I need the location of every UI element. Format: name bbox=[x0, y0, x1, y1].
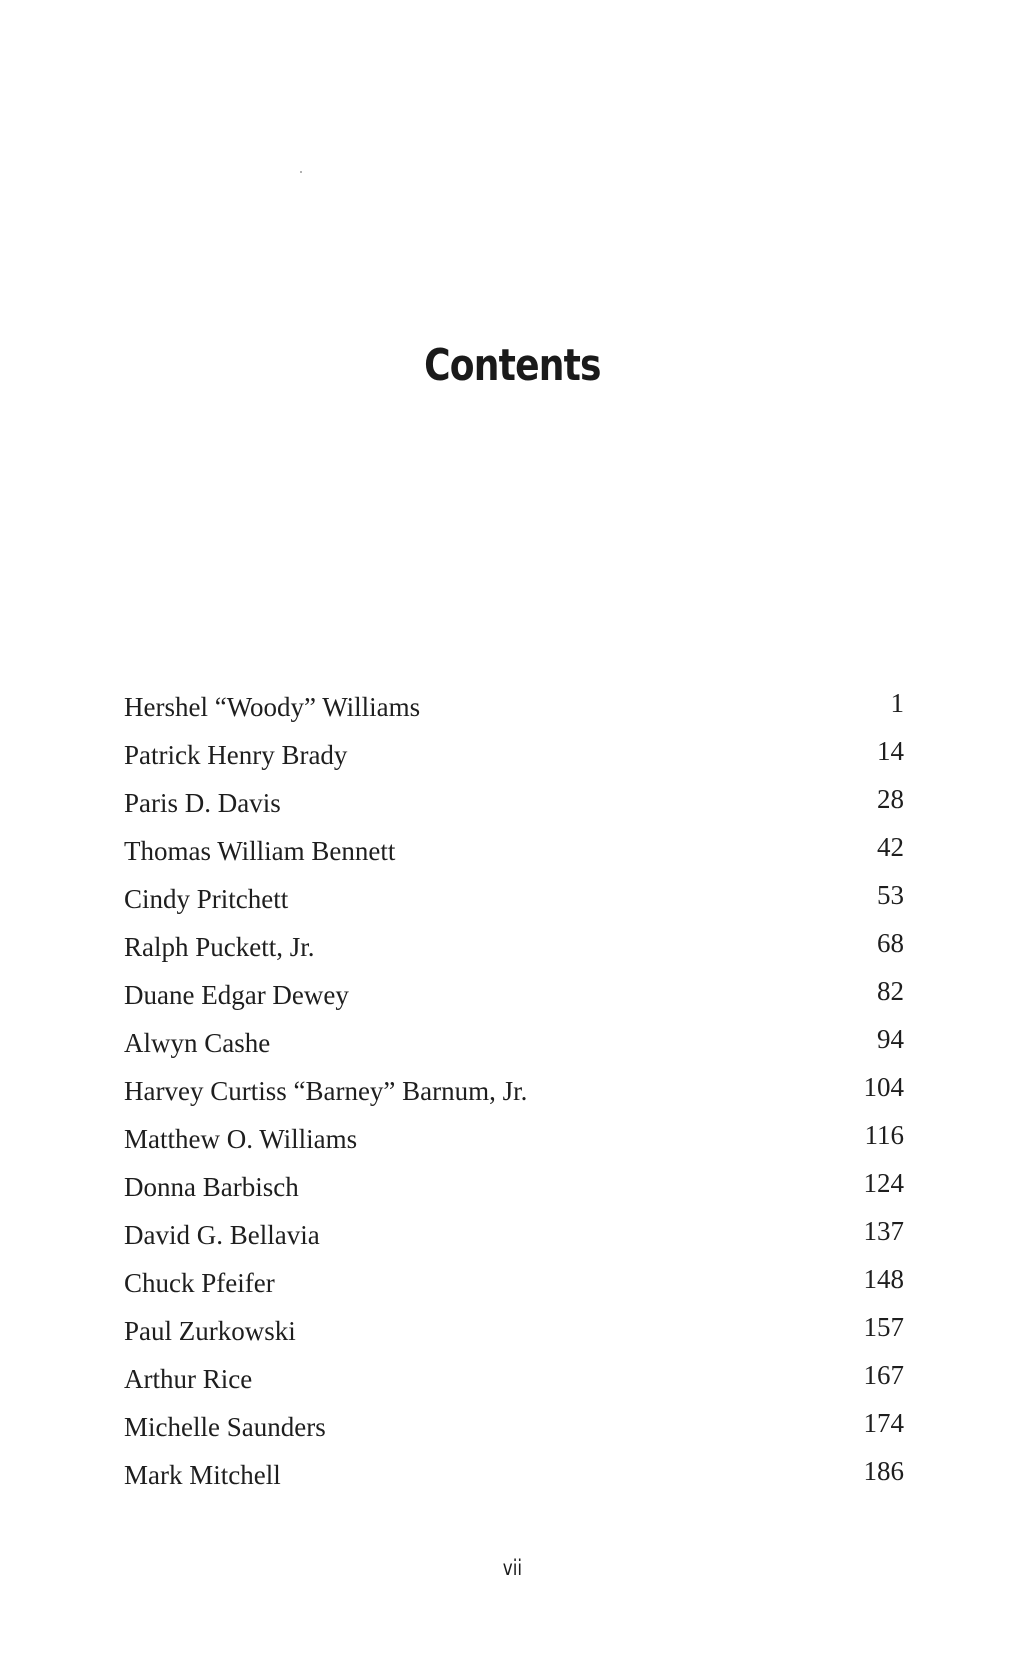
toc-entry-name: Chuck Pfeifer bbox=[124, 1268, 275, 1298]
page-number: vii bbox=[502, 1556, 523, 1580]
toc-entry-page: 1 bbox=[890, 688, 904, 718]
scan-speck bbox=[300, 171, 302, 173]
toc-entry bbox=[124, 779, 904, 827]
toc-entry-page: 174 bbox=[863, 1408, 904, 1438]
toc-entry-page: 116 bbox=[864, 1120, 904, 1150]
toc-entry-page: 124 bbox=[863, 1168, 904, 1198]
toc-entry-name: Donna Barbisch bbox=[124, 1172, 299, 1202]
toc-entry bbox=[124, 1163, 904, 1211]
page-title: Contents bbox=[424, 340, 601, 391]
toc-entry bbox=[124, 1355, 904, 1403]
toc-entry-name: Matthew O. Williams bbox=[124, 1124, 358, 1154]
toc-entry bbox=[124, 1451, 904, 1499]
toc-entry bbox=[124, 731, 904, 779]
toc-entry-page: 148 bbox=[863, 1264, 904, 1294]
toc-entry bbox=[124, 1067, 904, 1115]
toc-entry bbox=[124, 1403, 904, 1451]
toc-entry bbox=[124, 1307, 904, 1355]
toc-entry-page: 94 bbox=[877, 1024, 904, 1054]
toc-entry-page: 42 bbox=[877, 832, 904, 862]
toc-entry bbox=[124, 1259, 904, 1307]
toc-entry-page: 82 bbox=[877, 976, 904, 1006]
toc-entry-page: 167 bbox=[863, 1360, 904, 1390]
toc-entry-page: 28 bbox=[877, 784, 904, 814]
toc-entry bbox=[124, 1019, 904, 1067]
toc-entry-name: Thomas William Bennett bbox=[124, 836, 396, 866]
toc-entry-name: Duane Edgar Dewey bbox=[124, 980, 349, 1010]
toc-entry-page: 68 bbox=[877, 928, 904, 958]
toc-entry-page: 53 bbox=[877, 880, 904, 910]
toc-entry-name: Paris D. Davis bbox=[124, 788, 281, 818]
toc-entry-name: Alwyn Cashe bbox=[124, 1028, 271, 1058]
toc-entry-name: Mark Mitchell bbox=[124, 1460, 281, 1490]
toc-entry-name: Cindy Pritchett bbox=[124, 884, 289, 914]
toc-entry-page: 186 bbox=[863, 1456, 904, 1486]
toc-entry bbox=[124, 971, 904, 1019]
toc-entry-name: Paul Zurkowski bbox=[124, 1316, 296, 1346]
toc-entry bbox=[124, 875, 904, 923]
toc-entry bbox=[124, 923, 904, 971]
toc-entry bbox=[124, 1115, 904, 1163]
toc-entry-name: Hershel “Woody” Williams bbox=[124, 692, 421, 722]
toc-entry-page: 137 bbox=[863, 1216, 904, 1246]
table-of-contents bbox=[124, 683, 904, 1499]
toc-entry-name: David G. Bellavia bbox=[124, 1220, 320, 1250]
toc-entry bbox=[124, 683, 904, 731]
toc-entry-page: 14 bbox=[877, 736, 904, 766]
toc-entry-page: 104 bbox=[863, 1072, 904, 1102]
toc-entry-name: Harvey Curtiss “Barney” Barnum, Jr. bbox=[124, 1076, 528, 1106]
toc-entry-name: Ralph Puckett, Jr. bbox=[124, 932, 315, 962]
toc-entry-name: Patrick Henry Brady bbox=[124, 740, 348, 770]
toc-entry-name: Arthur Rice bbox=[124, 1364, 253, 1394]
toc-entry bbox=[124, 827, 904, 875]
toc-entry-name: Michelle Saunders bbox=[124, 1412, 326, 1442]
toc-entry-page: 157 bbox=[863, 1312, 904, 1342]
toc-entry bbox=[124, 1211, 904, 1259]
